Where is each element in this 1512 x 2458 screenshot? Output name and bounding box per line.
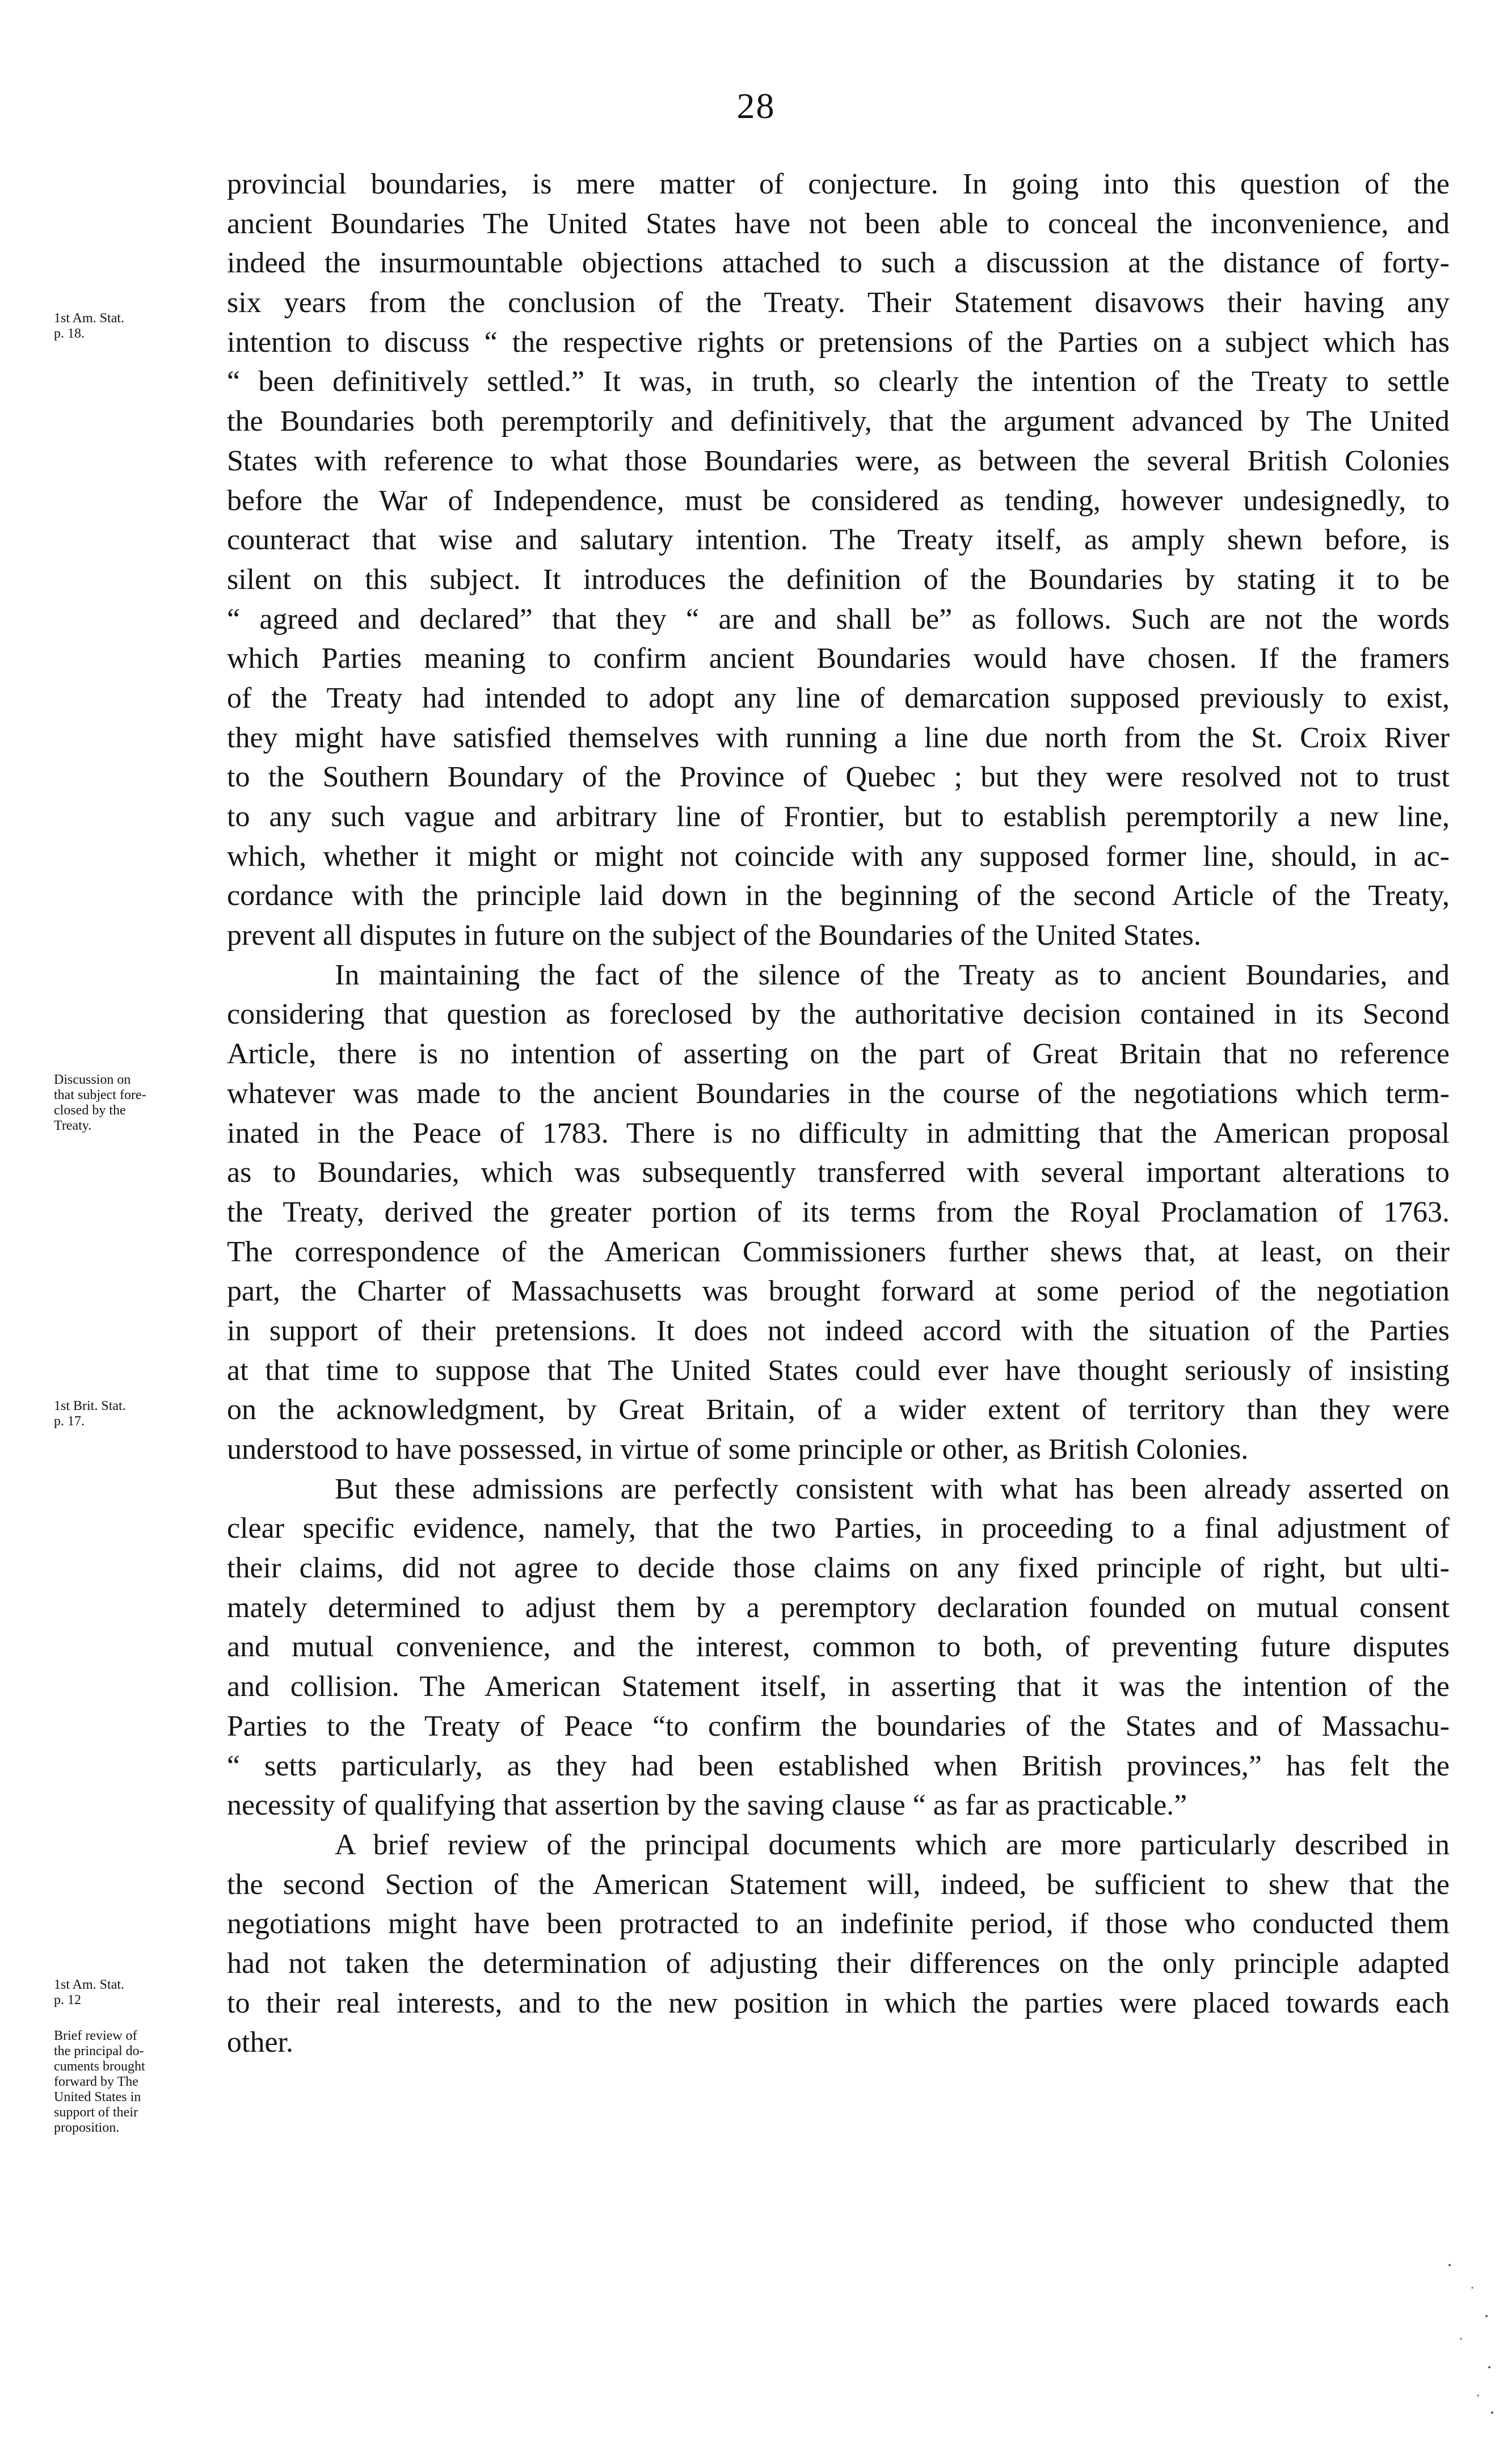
text-line: before the War of Independence, must be considered as tending, however undesignedly, to <box>227 484 1450 517</box>
text-line: But these admissions are perfectly consistent with what has been already asserted on <box>335 1472 1450 1505</box>
text-line: silent on this subject. It introduces the definition of the Boundaries by stating it to be <box>227 563 1450 596</box>
text-line: ancient Boundaries The United States have not been able to conceal the inconvenience, and <box>227 207 1450 240</box>
text-line: at that time to suppose that The United States could ever have thought seriously of insisting <box>227 1354 1450 1387</box>
text-line: the second Section of the American Statement will, indeed, be sufficient to shew that the <box>227 1868 1450 1901</box>
text-line: The correspondence of the American Commissioners further shews that, at least, on their <box>227 1235 1450 1268</box>
text-line: cordance with the principle laid down in the beginning of the second Article of the Treaty, <box>227 879 1450 912</box>
body-text <box>227 165 1450 2063</box>
text-line: to the Southern Boundary of the Province of Quebec ; but they were resolved not to trust <box>227 761 1450 794</box>
margin-note-am-stat-18 <box>54 311 235 342</box>
text-line: intention to discuss “ the respective rights or pretensions of the Parties on a subject which has <box>227 326 1450 359</box>
margin-note-line: United States in <box>54 2090 141 2105</box>
margin-note-line: 1st Am. Stat. <box>54 311 125 326</box>
text-line: and collision. The American Statement itself, in asserting that it was the intention of the <box>227 1670 1450 1703</box>
text-line: six years from the conclusion of the Treaty. Their Statement disavows their having any <box>227 287 1450 319</box>
text-line: to any such vague and arbitrary line of Frontier, but to establish peremptorily a new line, <box>227 801 1450 833</box>
text-line: Parties to the Treaty of Peace “to confirm the boundaries of the States and of Massachu- <box>227 1710 1450 1743</box>
text-line: counteract that wise and salutary intention. The Treaty itself, as amply shewn before, is <box>227 524 1450 557</box>
scan-specks-decoration <box>1433 2254 1501 2424</box>
text-line: as to Boundaries, which was subsequently transferred with several important alterations to <box>227 1156 1450 1189</box>
text-line: A brief review of the principal documents which are more particularly described in <box>335 1828 1450 1861</box>
margin-note-line: that subject fore- <box>54 1088 146 1102</box>
text-line: understood to have possessed, in virtue of some principle or other, as British Colonies. <box>227 1433 1249 1466</box>
margin-note-line: the principal do- <box>54 2044 144 2059</box>
text-line: indeed the insurmountable objections attached to such a discussion at the distance of forty- <box>227 247 1450 280</box>
margin-note-line: Brief review of <box>54 2028 137 2043</box>
text-line: prevent all disputes in future on the subject of the Boundaries of the United States. <box>227 919 1202 952</box>
text-line: “ been definitively settled.” It was, in truth, so clearly the intention of the Treaty to settle <box>227 365 1450 398</box>
text-line: had not taken the determination of adjusting their differences on the only principle adapted <box>227 1947 1450 1980</box>
text-line: mately determined to adjust them by a peremptory declaration founded on mutual consent <box>227 1591 1450 1624</box>
margin-note-line: p. 12 <box>54 1993 81 2007</box>
margin-note-line: closed by the <box>54 1103 126 1118</box>
text-line: Article, there is no intention of asserting on the part of Great Britain that no reference <box>227 1038 1450 1071</box>
text-line: provincial boundaries, is mere matter of conjecture. In going into this question of the <box>227 168 1450 200</box>
text-line: the Treaty, derived the greater portion of its terms from the Royal Proclamation of 1763. <box>227 1196 1450 1228</box>
paragraph-brief-review <box>227 1825 1450 2063</box>
text-line: necessity of qualifying that assertion by the saving clause “ as far as practicable.” <box>227 1789 1187 1822</box>
margin-note-line: support of their <box>54 2105 138 2120</box>
text-line: part, the Charter of Massachusetts was brought forward at some period of the negotiation <box>227 1275 1450 1308</box>
margin-note-am-stat-12 <box>54 1977 235 2008</box>
page-number: 28 <box>736 86 776 126</box>
margin-note-line: 1st Am. Stat. <box>54 1977 125 1992</box>
margin-note-brief-review <box>54 2028 235 2136</box>
text-line: the Boundaries both peremptorily and definitively, that the argument advanced by The United <box>227 405 1450 438</box>
margin-note-line: cuments brought <box>54 2059 145 2074</box>
text-line: clear specific evidence, namely, that the two Parties, in proceeding to a final adjustment of <box>227 1512 1450 1545</box>
text-line: to their real interests, and to the new position in which the parties were placed towards each <box>227 1986 1450 2019</box>
text-line: other. <box>227 2026 293 2059</box>
text-line: “ setts particularly, as they had been established when British provinces,” has felt the <box>227 1749 1450 1782</box>
text-line: negotiations might have been protracted to an indefinite period, if those who conducted them <box>227 1908 1450 1941</box>
paragraph-boundaries-conjecture <box>227 165 1450 956</box>
paragraph-silence-of-treaty <box>227 956 1450 1470</box>
paragraph-admissions-consistent <box>227 1470 1450 1825</box>
margin-note-line: 1st Brit. Stat. <box>54 1399 126 1413</box>
text-line: inated in the Peace of 1783. There is no difficulty in admitting that the American proposal <box>227 1117 1450 1150</box>
margin-note-discussion-foreclosed <box>54 1072 235 1134</box>
text-line: “ agreed and declared” that they “ are and shall be” as follows. Such are not the words <box>227 603 1450 635</box>
text-line: in support of their pretensions. It does not indeed accord with the situation of the Parties <box>227 1314 1450 1347</box>
text-line: considering that question as foreclosed by the authoritative decision contained in its Second <box>227 998 1450 1031</box>
margin-note-line: Discussion on <box>54 1072 131 1087</box>
margin-note-line: p. 18. <box>54 326 85 341</box>
text-line: their claims, did not agree to decide those claims on any fixed principle of right, but ulti- <box>227 1552 1450 1585</box>
margin-note-line: Treaty. <box>54 1118 92 1133</box>
margin-note-line: forward by The <box>54 2074 138 2089</box>
margin-note-line: p. 17. <box>54 1414 85 1429</box>
margin-note-brit-stat-17 <box>54 1399 235 1429</box>
text-line: In maintaining the fact of the silence of the Treaty as to ancient Boundaries, and <box>335 958 1450 991</box>
text-line: States with reference to what those Boundaries were, as between the several British Colonies <box>227 444 1450 477</box>
text-line: of the Treaty had intended to adopt any line of demarcation supposed previously to exist, <box>227 681 1450 714</box>
text-line: whatever was made to the ancient Boundaries in the course of the negotiations which term- <box>227 1077 1450 1110</box>
text-line: which, whether it might or might not coincide with any supposed former line, should, in ac- <box>227 840 1450 873</box>
text-line: they might have satisfied themselves with running a line due north from the St. Croix River <box>227 721 1450 754</box>
margin-note-line: proposition. <box>54 2120 120 2135</box>
text-line: and mutual convenience, and the interest, common to both, of preventing future disputes <box>227 1631 1450 1664</box>
text-line: on the acknowledgment, by Great Britain, of a wider extent of territory than they were <box>227 1394 1450 1426</box>
text-line: which Parties meaning to confirm ancient Boundaries would have chosen. If the framers <box>227 642 1450 675</box>
